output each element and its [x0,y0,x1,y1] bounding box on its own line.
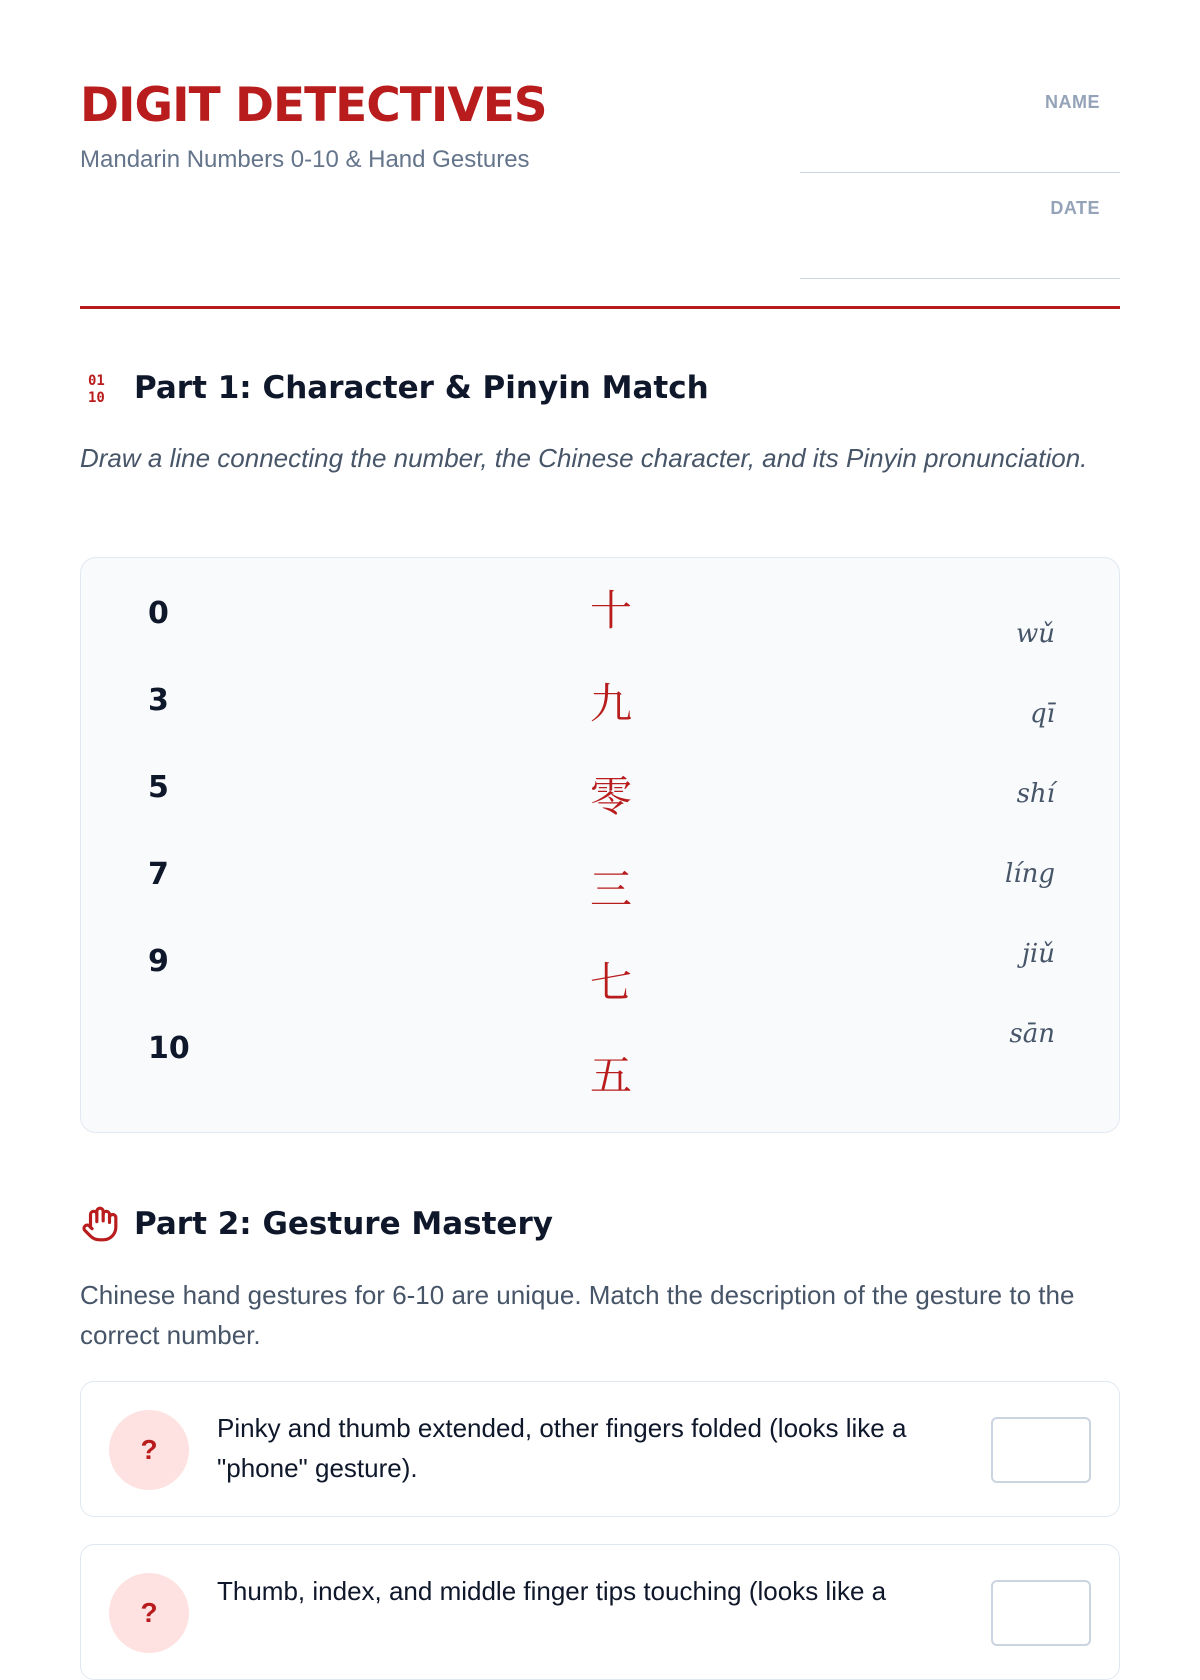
gesture-description: Thumb, index, and middle finger tips touching (looks like a [217,1576,887,1606]
page-subtitle: Mandarin Numbers 0-10 & Hand Gestures [80,146,530,173]
pinyin-item[interactable]: líng [1004,859,1055,889]
number-item[interactable]: 10 [148,1031,190,1066]
gesture-card [80,1381,1120,1517]
binary-icon [80,368,120,408]
date-label: DATE [1050,198,1100,218]
header-divider [80,306,1120,309]
number-item[interactable]: 7 [148,857,169,892]
gesture-description: Pinky and thumb extended, other fingers folded (looks like a "phone" gesture). [217,1413,907,1483]
pinyin-item[interactable]: sān [1009,1019,1055,1049]
part1-heading [80,368,709,408]
date-field[interactable] [800,278,1120,279]
gesture-card [80,1544,1120,1680]
question-badge: ? [109,1573,189,1653]
name-label: NAME [1045,92,1100,112]
hand-icon [80,1204,120,1244]
character-item[interactable]: 九 [589,679,632,728]
svg-text:10: 10 [88,390,105,406]
part1-title: Part 1: Character & Pinyin Match [134,370,709,406]
character-item[interactable]: 零 [589,772,632,821]
number-item[interactable]: 0 [148,596,169,631]
answer-input[interactable] [991,1580,1091,1646]
matching-panel [80,557,1120,1133]
answer-input[interactable] [991,1417,1091,1483]
pinyin-item[interactable]: shí [1016,779,1055,809]
name-field[interactable] [800,172,1120,173]
character-item[interactable]: 十 [589,586,632,635]
number-item[interactable]: 9 [148,944,169,979]
page-title: DIGIT DETECTIVES [80,78,547,133]
svg-text:01: 01 [88,373,105,389]
character-item[interactable]: 五 [589,1051,632,1100]
part2-title: Part 2: Gesture Mastery [134,1206,553,1242]
character-item[interactable]: 三 [589,865,632,914]
number-item[interactable]: 3 [148,683,169,718]
question-badge: ? [109,1410,189,1490]
part2-instructions: Chinese hand gestures for 6-10 are unique. Match the description of the gesture to the correct number. [80,1280,1075,1350]
number-item[interactable]: 5 [148,770,169,805]
pinyin-item[interactable]: jiǔ [1021,939,1055,969]
character-item[interactable]: 七 [589,958,632,1007]
pinyin-item[interactable]: wǔ [1016,619,1055,649]
part2-heading [80,1204,553,1244]
pinyin-item[interactable]: qī [1030,699,1055,729]
part1-instructions: Draw a line connecting the number, the Chinese character, and its Pinyin pronunciation. [80,443,1088,473]
